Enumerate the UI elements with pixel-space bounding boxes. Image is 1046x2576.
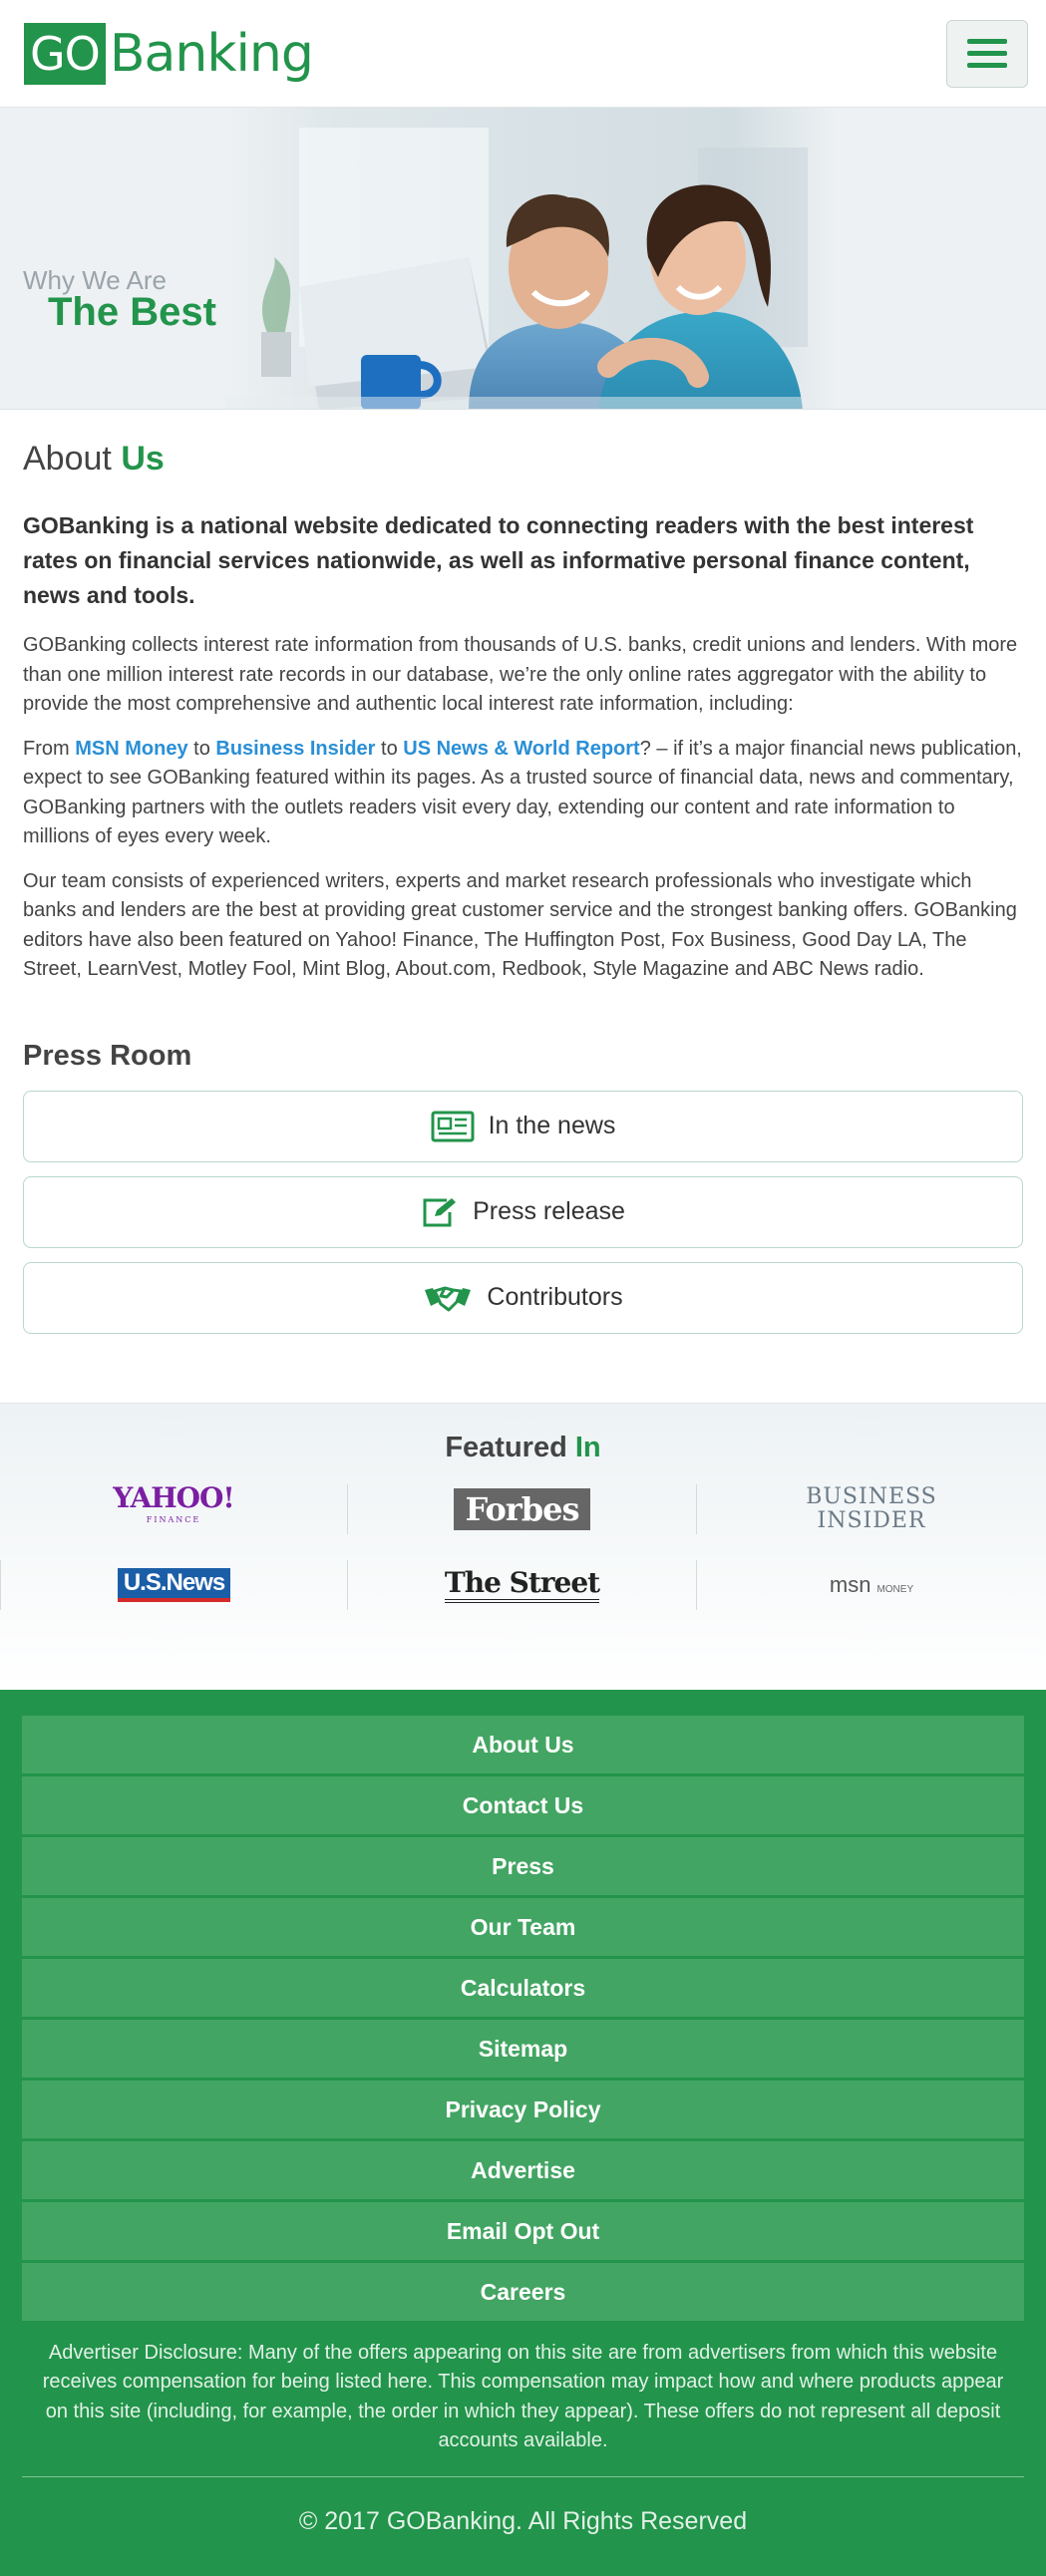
about-section [0,410,1046,985]
footer-nav [22,1716,1024,2321]
hamburger-menu-icon [967,39,1007,44]
the-street-logo: The Street [348,1560,697,1610]
site-logo[interactable] [24,23,313,85]
contributors-button[interactable] [23,1262,1023,1334]
press-room-section [0,1000,1046,1403]
hero-photo [0,108,1046,410]
footer-link-our-team[interactable]: Our Team [22,1898,1024,1956]
business-insider-logo: BUSINESS INSIDER [806,1483,937,1533]
logo-text: Banking [109,23,313,84]
about-heading: About Us [23,440,165,478]
us-news-link[interactable]: US News & World Report [403,737,640,760]
us-news-logo: U.S.News [0,1560,348,1610]
footer-link-about-us[interactable]: About Us [22,1716,1024,1773]
msn-money-link[interactable]: MSN Money [75,737,188,760]
contributors-label: Contributors [487,1283,623,1311]
featured-logos-row-1 [0,1480,1046,1534]
business-insider-link[interactable]: Business Insider [215,737,376,760]
featured-heading: Featured In [445,1431,601,1463]
in-the-news-button[interactable] [23,1091,1023,1162]
press-room-heading: Press Room [23,1039,192,1072]
in-the-news-label: In the news [488,1112,616,1139]
msn-money-logo: msn MONEY [829,1571,914,1597]
newspaper-icon [431,1111,475,1142]
press-release-label: Press release [473,1197,625,1225]
about-lead: GOBanking is a national website dedicated to connecting readers with the best interest rates on financial services nationwide, as well as informative personal finance content, news and tools. [23,512,974,608]
featured-logos-row-2 [0,1560,1046,1610]
logo-go: GO [24,23,106,85]
about-paragraph-3: Our team consists of experienced writers, experts and market research professionals who investigate which banks and lenders are the best at providing great customer service and the strongest banking offers. GOBanking editors have also been featured on Yahoo! Finance, The Huffington Post, Fox Business, Good Day LA, The Street, LearnVest, Motley Fool, Mint Blog, About.com, Redbook, Style Magazine and ABC News radio. [23,869,1017,980]
hero-subtitle: Why We Are [23,265,168,295]
footer-link-privacy-policy[interactable]: Privacy Policy [22,2081,1024,2138]
footer-link-email-opt-out[interactable]: Email Opt Out [22,2202,1024,2260]
about-paragraph-2: From MSN Money to Business Insider to US News & World Report? – if it’s a major financial news publication, expect to see GOBanking featured within its pages. As a trusted source of financial data, news and commentary, GOBanking partners with the outlets readers visit every day, extending our content and rate information to millions of eyes every week. [23,737,1022,847]
forbes-logo: Forbes [348,1484,697,1534]
footer-link-contact-us[interactable]: Contact Us [22,1776,1024,1834]
handshake-icon [423,1282,473,1314]
edit-icon [421,1196,459,1228]
featured-in-section [0,1403,1046,1690]
hamburger-menu-button[interactable] [946,20,1028,88]
advertiser-disclosure: Advertiser Disclosure: Many of the offers appearing on this site are from advertisers from which this website receives compensation for being listed here. This compensation may impact how and where products appear on this site (including, for example, the order in which they appear). These offers do not represent all deposit accounts available. [22,2339,1024,2477]
footer-link-sitemap[interactable]: Sitemap [22,2020,1024,2078]
footer-link-advertise[interactable]: Advertise [22,2141,1024,2199]
site-header [0,0,1046,108]
press-release-button[interactable] [23,1176,1023,1248]
footer-link-press[interactable]: Press [22,1837,1024,1895]
footer-link-calculators[interactable]: Calculators [22,1959,1024,2017]
copyright: © 2017 GOBanking. All Rights Reserved [298,2506,748,2535]
yahoo-finance-logo: YAHOO! FINANCE [0,1484,348,1534]
footer-link-careers[interactable]: Careers [22,2263,1024,2321]
site-footer [0,1690,1046,2576]
about-paragraph-1: GOBanking collects interest rate information from thousands of U.S. banks, credit unions and lenders. With more than one million interest rate records in our database, we’re the only online rates aggregator with the ability to provide the most comprehensive and authentic local interest rate information, including: [23,634,1018,715]
hero-title: The Best [48,290,216,334]
hero-banner [0,108,1046,410]
